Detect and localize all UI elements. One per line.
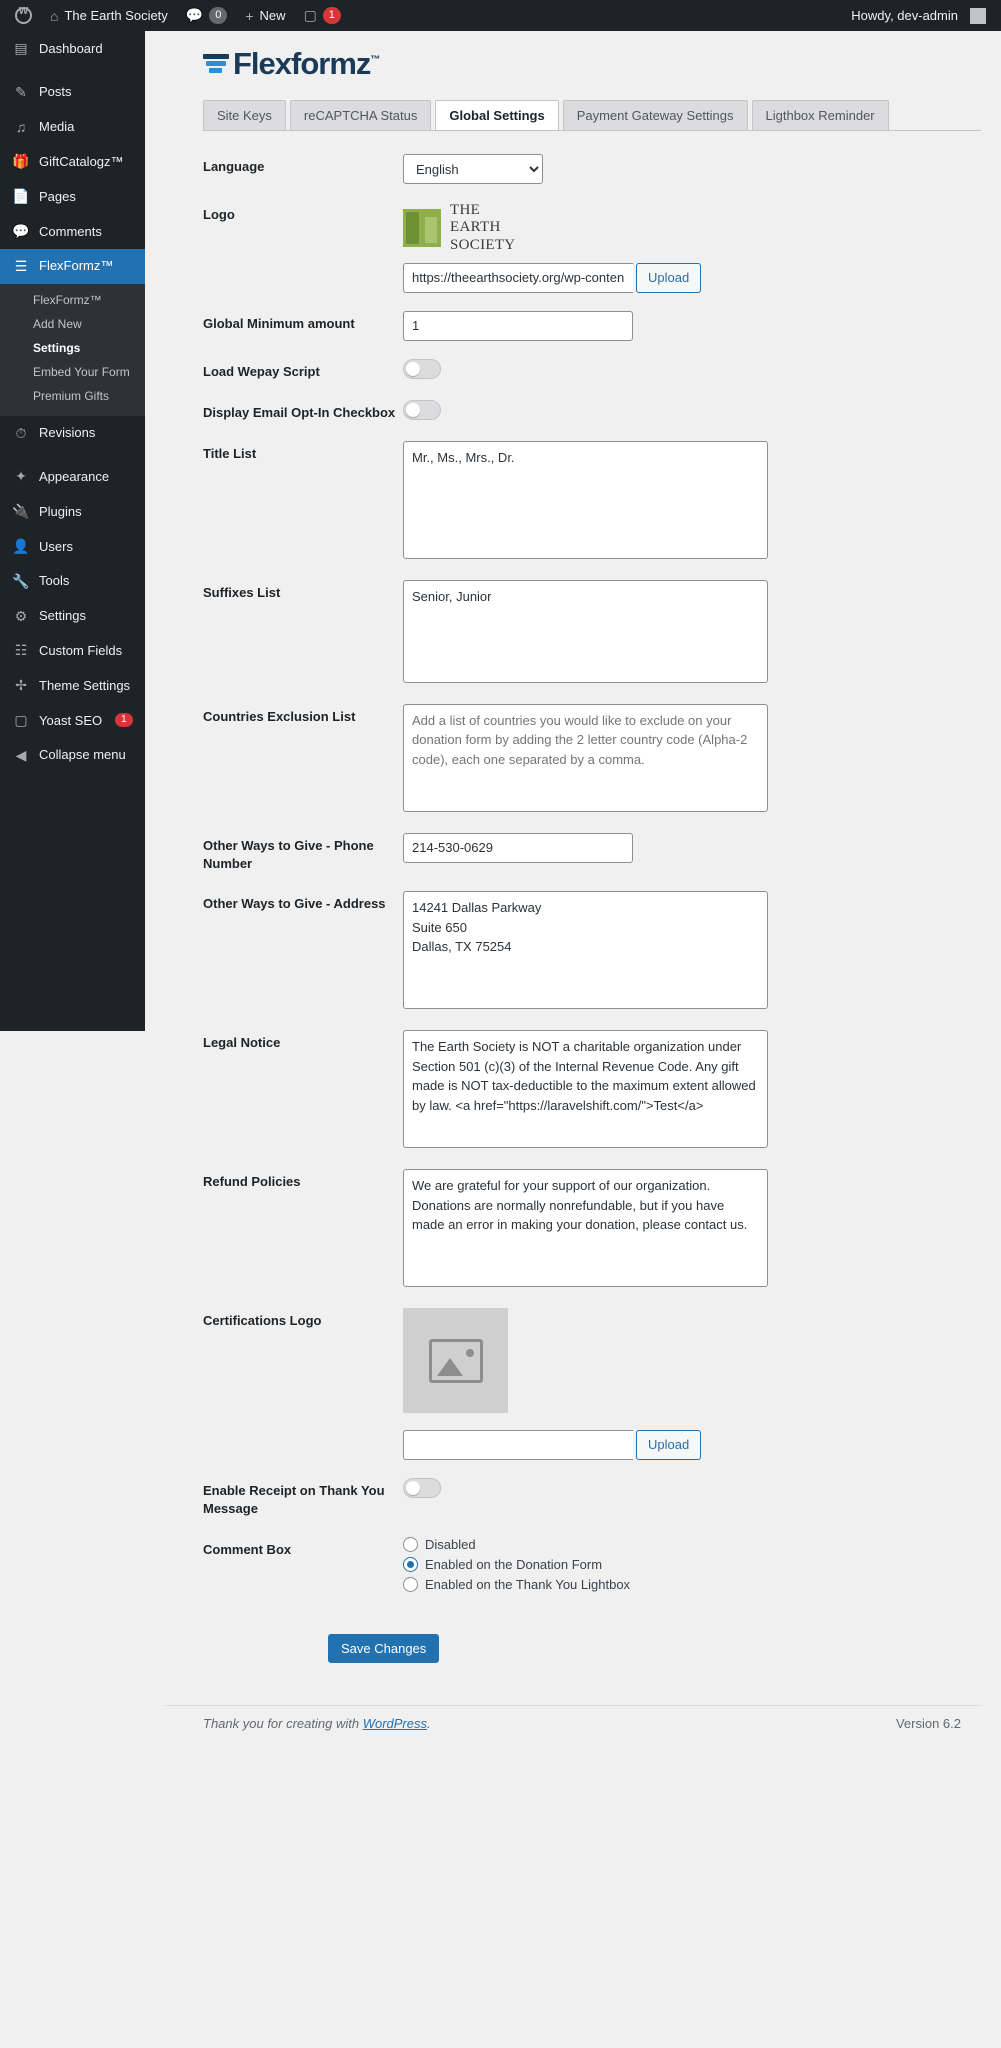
sidebar-item-label: Dashboard xyxy=(39,40,103,56)
load-wepay-label: Load Wepay Script xyxy=(203,363,320,379)
gift-icon: 🎁 xyxy=(12,153,30,170)
account-menu[interactable] xyxy=(842,0,995,31)
wordpress-link[interactable]: WordPress xyxy=(362,1715,427,1731)
admin-bar xyxy=(0,0,1001,31)
yoast-badge: 1 xyxy=(115,713,133,727)
logo-line-2: EARTH xyxy=(450,219,501,236)
comment-box-option-disabled[interactable] xyxy=(403,1537,981,1552)
page-icon: 📄 xyxy=(12,188,30,205)
clock-icon: ⏱ xyxy=(15,424,27,441)
field-row-language xyxy=(203,145,981,193)
submenu-item-premium-gifts[interactable]: Premium Gifts xyxy=(33,388,110,403)
footer-thanks-prefix: Thank you for creating with xyxy=(203,1715,363,1731)
sidebar-item-flexformz[interactable] xyxy=(0,249,145,284)
comment-box-option-thankyou-lightbox[interactable] xyxy=(403,1577,981,1592)
settings-tabs xyxy=(203,100,981,130)
footer-thanks-suffix: . xyxy=(427,1715,431,1731)
brand-part-2: formz xyxy=(291,46,371,81)
form-icon: ☰ xyxy=(14,257,28,274)
certifications-logo-upload-button[interactable]: Upload xyxy=(636,1430,701,1460)
gear-icon: ⚙ xyxy=(14,607,28,624)
sidebar-item-pages[interactable] xyxy=(0,179,145,214)
language-select[interactable] xyxy=(403,154,543,184)
logo-line-3: SOCIETY xyxy=(450,236,516,253)
menu-separator xyxy=(0,66,145,75)
phone-label: Other Ways to Give - Phone Number xyxy=(203,837,374,871)
field-row-title-list xyxy=(203,432,981,571)
dashboard-icon: ▤ xyxy=(14,40,28,56)
footer-version: Version 6.2 xyxy=(895,1715,961,1731)
menu-separator xyxy=(0,450,145,459)
page-title xyxy=(233,46,379,82)
users-icon: 👤 xyxy=(12,537,30,554)
wrench-icon: 🔧 xyxy=(12,572,30,589)
sidebar-item-users[interactable] xyxy=(0,529,145,564)
admin-footer xyxy=(165,1705,981,1731)
field-row-global-minimum xyxy=(203,302,981,350)
legal-notice-label: Legal Notice xyxy=(203,1035,281,1051)
sidebar-item-label: Collapse menu xyxy=(39,747,126,763)
sidebar-item-giftcatalogz[interactable] xyxy=(0,144,145,179)
sidebar-item-collapse-menu[interactable] xyxy=(0,738,145,773)
sidebar-item-label: GiftCatalogz™ xyxy=(39,153,124,169)
yoast-icon: ▢ xyxy=(303,7,317,23)
title-list-textarea[interactable] xyxy=(403,441,768,559)
logo-url-input[interactable] xyxy=(403,263,633,293)
tab-site-keys[interactable]: Site Keys xyxy=(203,100,286,130)
certifications-upload-group xyxy=(403,1430,981,1460)
new-content-menu[interactable] xyxy=(236,0,294,31)
brand-part-1: Flex xyxy=(233,46,292,81)
sidebar-item-label: Custom Fields xyxy=(39,642,123,658)
email-optin-label: Display Email Opt-In Checkbox xyxy=(203,404,396,420)
submenu-item-add-new[interactable]: Add New xyxy=(33,316,82,331)
sidebar-item-label: Tools xyxy=(39,573,70,589)
earth-society-mark-icon xyxy=(403,209,441,247)
save-area xyxy=(328,1634,981,1663)
comment-icon: 💬 xyxy=(12,222,30,239)
new-label: New xyxy=(259,8,286,23)
yoast-count-badge: 1 xyxy=(323,7,341,24)
sidebar-item-label: Posts xyxy=(39,84,72,100)
load-wepay-toggle[interactable] xyxy=(403,359,441,379)
sidebar-item-plugins[interactable] xyxy=(0,494,145,529)
field-row-load-wepay xyxy=(203,350,981,391)
tab-global-settings[interactable]: Global Settings xyxy=(435,100,558,130)
sidebar-item-revisions[interactable] xyxy=(0,416,145,451)
refund-policies-textarea[interactable] xyxy=(403,1169,768,1287)
certifications-logo-url-input[interactable] xyxy=(403,1430,633,1460)
sidebar-item-label: Yoast SEO xyxy=(39,712,103,728)
radio-label-thankyou-lightbox: Enabled on the Thank You Lightbox xyxy=(425,1576,631,1592)
countries-exclusion-label: Countries Exclusion List xyxy=(203,708,356,724)
tab-payment-gateway-settings[interactable]: Payment Gateway Settings xyxy=(563,100,748,130)
sidebar-item-label: Media xyxy=(39,119,75,135)
save-changes-button[interactable]: Save Changes xyxy=(328,1634,439,1663)
sidebar-item-media[interactable] xyxy=(0,110,145,145)
image-placeholder-icon xyxy=(429,1339,483,1383)
sidebar-item-label: Revisions xyxy=(39,425,96,441)
sidebar-item-label: Settings xyxy=(39,608,86,624)
sidebar-item-label: Pages xyxy=(39,188,76,204)
sidebar-item-custom-fields[interactable] xyxy=(0,633,145,668)
logo-upload-group xyxy=(403,263,981,293)
plus-icon: + xyxy=(245,7,254,24)
countries-exclusion-textarea[interactable] xyxy=(403,704,768,812)
sidebar-item-label: Plugins xyxy=(39,503,82,519)
tabs-divider xyxy=(203,130,981,131)
field-row-legal-notice xyxy=(203,1021,981,1160)
sidebar-item-comments[interactable] xyxy=(0,214,145,249)
plug-icon: 🔌 xyxy=(12,503,30,520)
howdy-label: Howdy, dev-admin xyxy=(851,8,958,23)
flexformz-mark-icon xyxy=(203,53,229,75)
fields-icon: ☷ xyxy=(14,642,28,659)
tab-lightbox-reminder[interactable]: Ligthbox Reminder xyxy=(752,100,889,130)
avatar xyxy=(970,8,986,24)
global-minimum-input[interactable] xyxy=(403,311,633,341)
wp-logo-menu[interactable] xyxy=(6,0,41,31)
refund-policies-label: Refund Policies xyxy=(203,1174,301,1190)
sidebar-submenu-flexformz xyxy=(0,284,145,416)
radio-label-donation-form: Enabled on the Donation Form xyxy=(425,1556,603,1572)
receipt-thankyou-toggle[interactable] xyxy=(403,1478,441,1498)
sidebar-item-theme-settings[interactable] xyxy=(0,668,145,703)
yoast-icon: ▢ xyxy=(14,711,28,728)
sidebar-item-settings[interactable] xyxy=(0,599,145,634)
comments-count-badge: 0 xyxy=(209,7,227,24)
logo-label: Logo xyxy=(203,207,235,222)
brush-icon: ✦ xyxy=(15,468,27,485)
admin-layout xyxy=(0,31,1001,1741)
wordpress-logo-icon xyxy=(15,7,32,24)
logo-upload-button[interactable]: Upload xyxy=(636,263,701,293)
sidebar-item-appearance[interactable] xyxy=(0,459,145,494)
footer-thanks xyxy=(203,1716,431,1731)
logo-line-1: THE xyxy=(450,202,481,218)
radio-donation-form[interactable] xyxy=(403,1557,418,1572)
pin-icon: ✎ xyxy=(15,83,27,100)
sidebar-item-label: Users xyxy=(39,538,73,554)
sidebar-item-dashboard[interactable] xyxy=(0,31,145,66)
theme-icon: ✢ xyxy=(15,677,27,694)
field-row-suffixes-list xyxy=(203,571,981,695)
sidebar-item-label: FlexFormz™ xyxy=(39,258,114,274)
logo-preview-text xyxy=(450,202,515,254)
suffixes-list-textarea[interactable] xyxy=(403,580,768,683)
submenu-item-settings[interactable]: Settings xyxy=(33,340,81,355)
sidebar-item-label: Appearance xyxy=(39,468,110,484)
email-optin-toggle[interactable] xyxy=(403,400,441,420)
global-settings-form xyxy=(203,145,981,1663)
admin-sidebar xyxy=(0,31,145,1031)
sidebar-item-posts[interactable] xyxy=(0,75,145,110)
language-label: Language xyxy=(203,159,265,174)
site-name-label: The Earth Society xyxy=(64,8,168,23)
comment-box-option-donation-form[interactable] xyxy=(403,1557,981,1572)
sidebar-item-yoast-seo[interactable] xyxy=(0,703,145,738)
radio-label-disabled: Disabled xyxy=(425,1536,476,1552)
field-row-email-optin xyxy=(203,391,981,432)
media-icon: ♫ xyxy=(15,118,27,135)
field-row-logo xyxy=(203,193,981,302)
certifications-logo-preview xyxy=(403,1308,508,1413)
main-content xyxy=(145,31,1001,1741)
sidebar-item-tools[interactable] xyxy=(0,564,145,599)
sidebar-item-label: Theme Settings xyxy=(39,677,131,693)
field-row-comment-box xyxy=(203,1528,981,1606)
title-list-label: Title List xyxy=(203,445,257,461)
legal-notice-textarea[interactable] xyxy=(403,1030,768,1148)
submenu-item-flexformz[interactable]: FlexFormz™ xyxy=(33,292,102,307)
field-row-refund-policies xyxy=(203,1160,981,1299)
radio-thankyou-lightbox[interactable] xyxy=(403,1577,418,1592)
collapse-icon: ◀ xyxy=(15,746,27,763)
comments-menu[interactable] xyxy=(177,0,237,31)
sidebar-item-label: Comments xyxy=(39,223,102,239)
logo-preview xyxy=(403,202,981,254)
field-row-phone xyxy=(203,824,981,882)
field-row-receipt-thankyou xyxy=(203,1469,981,1527)
tab-recaptcha-status[interactable]: reCAPTCHA Status xyxy=(290,100,431,130)
brand-tm: ™ xyxy=(370,54,380,66)
comment-icon: 💬 xyxy=(185,7,204,23)
address-textarea[interactable] xyxy=(403,891,768,1009)
site-name-menu[interactable] xyxy=(41,0,177,31)
suffixes-list-label: Suffixes List xyxy=(203,584,281,600)
flexformz-logo xyxy=(165,31,981,92)
field-row-address xyxy=(203,882,981,1021)
certifications-logo-label: Certifications Logo xyxy=(203,1313,322,1329)
phone-input[interactable] xyxy=(403,833,633,863)
global-minimum-label: Global Minimum amount xyxy=(203,315,355,331)
field-row-certifications-logo xyxy=(203,1299,981,1469)
submenu-item-embed-your-form[interactable]: Embed Your Form xyxy=(33,364,130,379)
address-label: Other Ways to Give - Address xyxy=(203,896,386,912)
home-icon: ⌂ xyxy=(50,7,59,24)
yoast-menu[interactable] xyxy=(295,0,350,31)
comment-box-label: Comment Box xyxy=(203,1541,292,1557)
field-row-countries-exclusion xyxy=(203,695,981,824)
receipt-thankyou-label: Enable Receipt on Thank You Message xyxy=(203,1483,385,1517)
radio-disabled[interactable] xyxy=(403,1537,418,1552)
